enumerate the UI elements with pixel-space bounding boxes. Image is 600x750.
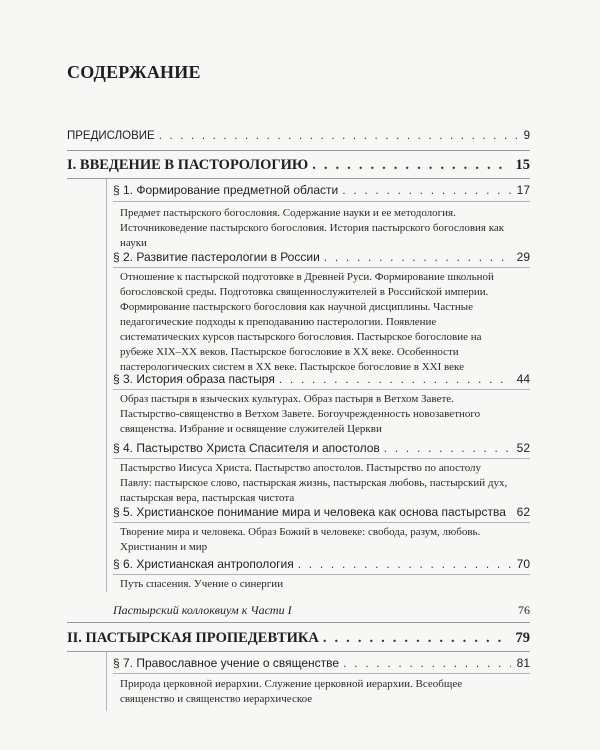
divider <box>113 267 530 268</box>
toc-entry-section-5[interactable] <box>113 505 530 519</box>
entry-label: ПРЕДИСЛОВИЕ <box>67 130 155 142</box>
section-description: Предмет пастырского богословия. Содержание науки и ее методология. Источниковедение пастырского богословия. История пастырского богословия как науки <box>120 207 505 249</box>
toc-entry-section-3[interactable] <box>113 372 530 386</box>
toc-entry-section-1[interactable] <box>113 183 530 197</box>
toc-entry-colloquium[interactable] <box>113 603 530 618</box>
dot-leader <box>312 157 509 174</box>
entry-label: II. ПАСТЫРСКАЯ ПРОПЕДЕВТИКА <box>67 630 319 646</box>
section-guide-line <box>106 651 107 711</box>
dot-leader <box>159 130 518 142</box>
entry-page: 44 <box>516 372 530 386</box>
divider <box>113 574 530 575</box>
toc-entry-part-2[interactable] <box>67 630 530 647</box>
dot-leader <box>279 372 511 386</box>
toc-entry-part-1[interactable] <box>67 157 530 174</box>
entry-label: § 4. Пастырство Христа Спасителя и апостолов <box>113 441 380 455</box>
entry-label: § 6. Христианская антропология <box>113 557 294 571</box>
toc-entry-section-2[interactable] <box>113 250 530 264</box>
entry-page: 29 <box>516 250 530 264</box>
divider <box>113 201 530 202</box>
toc-entry-section-7[interactable] <box>113 656 530 670</box>
entry-page: 70 <box>516 557 530 571</box>
entry-page: 79 <box>515 630 530 646</box>
entry-label: I. ВВЕДЕНИЕ В ПАСТОРОЛОГИЮ <box>67 157 309 173</box>
entry-page: 62 <box>516 505 530 519</box>
section-description: Природа церковной иерархии. Служение церковной иерархии. Всеобщее священство и священство иерархическое <box>120 678 463 705</box>
section-description: Образ пастыря в языческих культурах. Образ пастыря в Ветхом Завете. Пастырство-священство в Ветхом Завете. Богоучрежденность новозаветного священства. Избрание и освящение служителей Церкви <box>120 393 481 435</box>
divider <box>67 150 530 151</box>
toc-entry-section-6[interactable] <box>113 557 530 571</box>
dot-leader <box>343 656 511 670</box>
divider <box>113 389 530 390</box>
section-description: Отношение к пастырской подготовке в Древней Руси. Формирование школьной богословской среды. Подготовка священнослужителей в Российской империи. Формирование пастырского богословия как научной дисциплины. Частные педагогические подходы к преподаванию пастерологии. Появление систематических курсов пастырского богословия. Пастырское богословие на рубеже XIX–XX веков. Пастырское богословие в XX веке. Особенности пастерологических систем в XX веке. Пастырское богословие в XXI веке <box>120 271 494 373</box>
entry-page: 15 <box>515 157 530 173</box>
entry-page: 9 <box>523 130 530 142</box>
entry-label: § 3. История образа пастыря <box>113 372 275 386</box>
divider <box>113 522 530 523</box>
section-description: Пастырство Иисуса Христа. Пастырство апостолов. Пастырство по апостолу Павлу: пастырское слово, пастырская жизнь, пастырская любовь, пастырский дух, пастырская вера, пастырская чистота <box>120 462 508 504</box>
toc-entry-section-4[interactable] <box>113 441 530 455</box>
page-title: СОДЕРЖАНИЕ <box>67 62 201 82</box>
dot-leader <box>298 557 511 571</box>
dot-leader <box>323 630 510 647</box>
section-guide-line <box>106 178 107 592</box>
divider <box>67 622 530 623</box>
entry-page: 81 <box>516 656 530 670</box>
dot-leader <box>342 183 510 197</box>
entry-label: Пастырский коллоквиум к Части I <box>113 603 292 617</box>
divider <box>67 651 530 652</box>
toc-entry-preface[interactable] <box>67 130 530 142</box>
entry-label: § 7. Православное учение о священстве <box>113 656 340 670</box>
entry-page: 52 <box>516 441 530 455</box>
entry-label: § 2. Развитие пастерологии в России <box>113 250 320 264</box>
entry-page: 17 <box>516 183 530 197</box>
dot-leader <box>384 441 511 455</box>
entry-label: § 5. Христианское понимание мира и человека как основа пастырства <box>113 505 506 519</box>
divider <box>67 178 530 179</box>
section-description: Творение мира и человека. Образ Божий в человеке: свобода, разум, любовь. Христианин и мир <box>120 526 481 553</box>
entry-page: 76 <box>518 603 530 617</box>
section-description: Путь спасения. Учение о синергии <box>120 578 284 590</box>
dot-leader <box>324 250 511 264</box>
entry-label: § 1. Формирование предметной области <box>113 183 339 197</box>
divider <box>113 458 530 459</box>
divider <box>113 673 530 674</box>
